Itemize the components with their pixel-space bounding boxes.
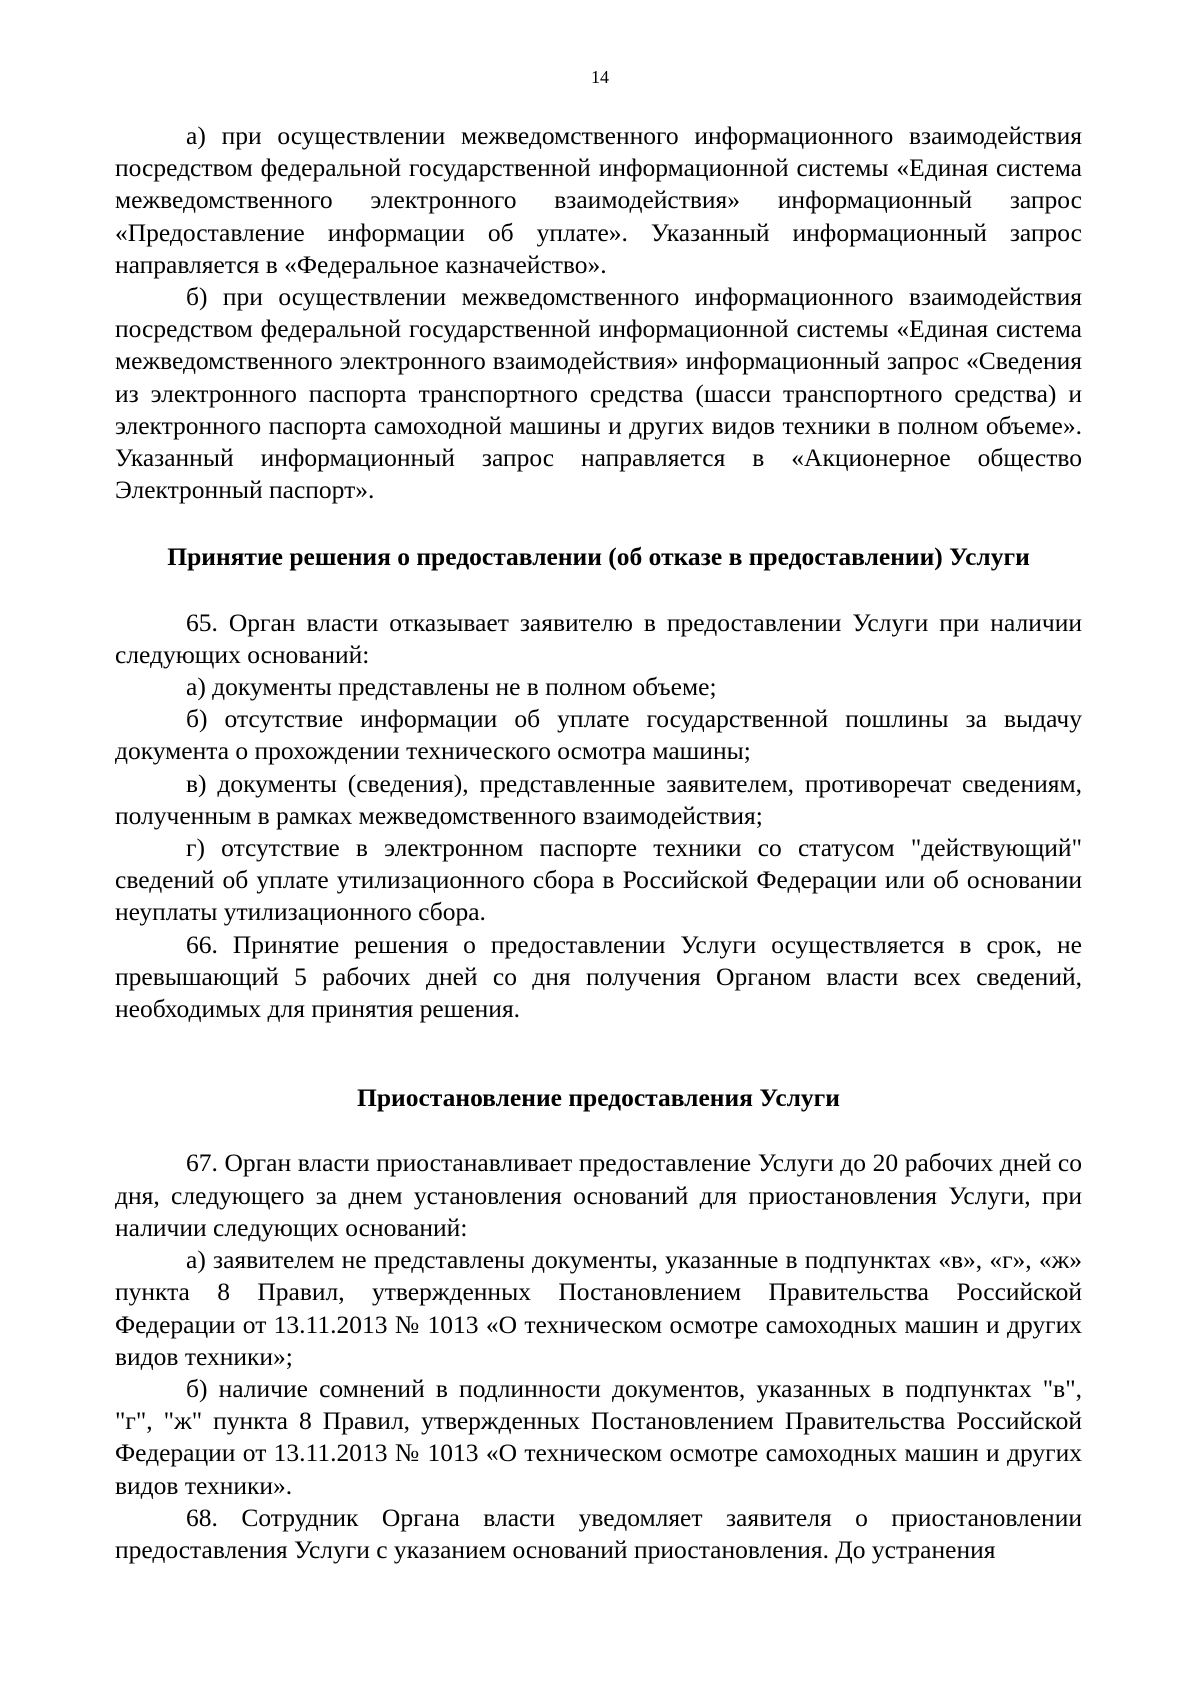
paragraph-interagency-request-payment: а) при осуществлении межведомственного информационного взаимодействия посредством федеральной государственной информационной системы «Единая система межведомственного электронного взаимодействия» информационный запрос «Предоставление информации об уплате». Указанный информационный запрос направляется в «Федеральное казначейство».	[115, 121, 1082, 279]
paragraph-65-b: б) отсутствие информации об уплате государственной пошлины за выдачу документа о прохождении технического осмотра машины;	[115, 704, 1082, 766]
paragraph-65-a: а) документы представлены не в полном объеме;	[186, 672, 717, 702]
paragraph-65: 65. Орган власти отказывает заявителю в предоставлении Услуги при наличии следующих оснований:	[115, 607, 1082, 669]
paragraph-67-b: б) наличие сомнений в подлинности документов, указанных в подпунктах "в", "г", "ж" пункта 8 Правил, утвержденных Постановлением Правительства Российской Федерации от 13.11.2013 № 1013 «О техническом осмотре самоходных машин и других видов техники».	[115, 1373, 1082, 1500]
paragraph-interagency-request-passport: б) при осуществлении межведомственного информационного взаимодействия посредством федеральной государственной информационной системы «Единая система межведомственного электронного взаимодействия» информационный запрос «Сведения из электронного паспорта транспортного средства (шасси транспортного средства) и электронного паспорта самоходной машины и других видов техники в полном объеме». Указанный информационный запрос направляется в «Акционерное общество Электронный паспорт».	[115, 282, 1082, 505]
paragraph-67: 67. Орган власти приостанавливает предоставление Услуги до 20 рабочих дней со дня, следующего за днем установления оснований для приостановления Услуги, при наличии следующих оснований:	[115, 1148, 1082, 1242]
section-heading-decision: Принятие решения о предоставлении (об отказе в предоставлении) Услуги	[167, 542, 1030, 572]
paragraph-68: 68. Сотрудник Органа власти уведомляет заявителя о приостановлении предоставления Услуги с указанием оснований приостановления. До устранения	[115, 1502, 1082, 1564]
page-number: 14	[591, 67, 609, 87]
document-body	[115, 120, 1082, 1566]
paragraph-66: 66. Принятие решения о предоставлении Услуги осуществляется в срок, не превышающий 5 рабочих дней со дня получения Органом власти всех сведений, необходимых для принятия решения.	[115, 929, 1082, 1024]
paragraph-67-a: а) заявителем не представлены документы, указанные в подпунктах «в», «г», «ж» пункта 8 Правил, утвержденных Постановлением Правительства Российской Федерации от 13.11.2013 № 1013 «О техническом осмотре самоходных машин и других видов техники»;	[115, 1245, 1082, 1371]
paragraph-65-v: в) документы (сведения), представленные заявителем, противоречат сведениям, полученным в рамках межведомственного взаимодействия;	[115, 768, 1082, 830]
section-heading-suspension: Приостановление предоставления Услуги	[357, 1083, 840, 1113]
paragraph-65-g: г) отсутствие в электронном паспорте техники со статусом "действующий" сведений об уплате утилизационного сбора в Российской Федерации или об основании неуплаты утилизационного сбора.	[115, 833, 1082, 927]
